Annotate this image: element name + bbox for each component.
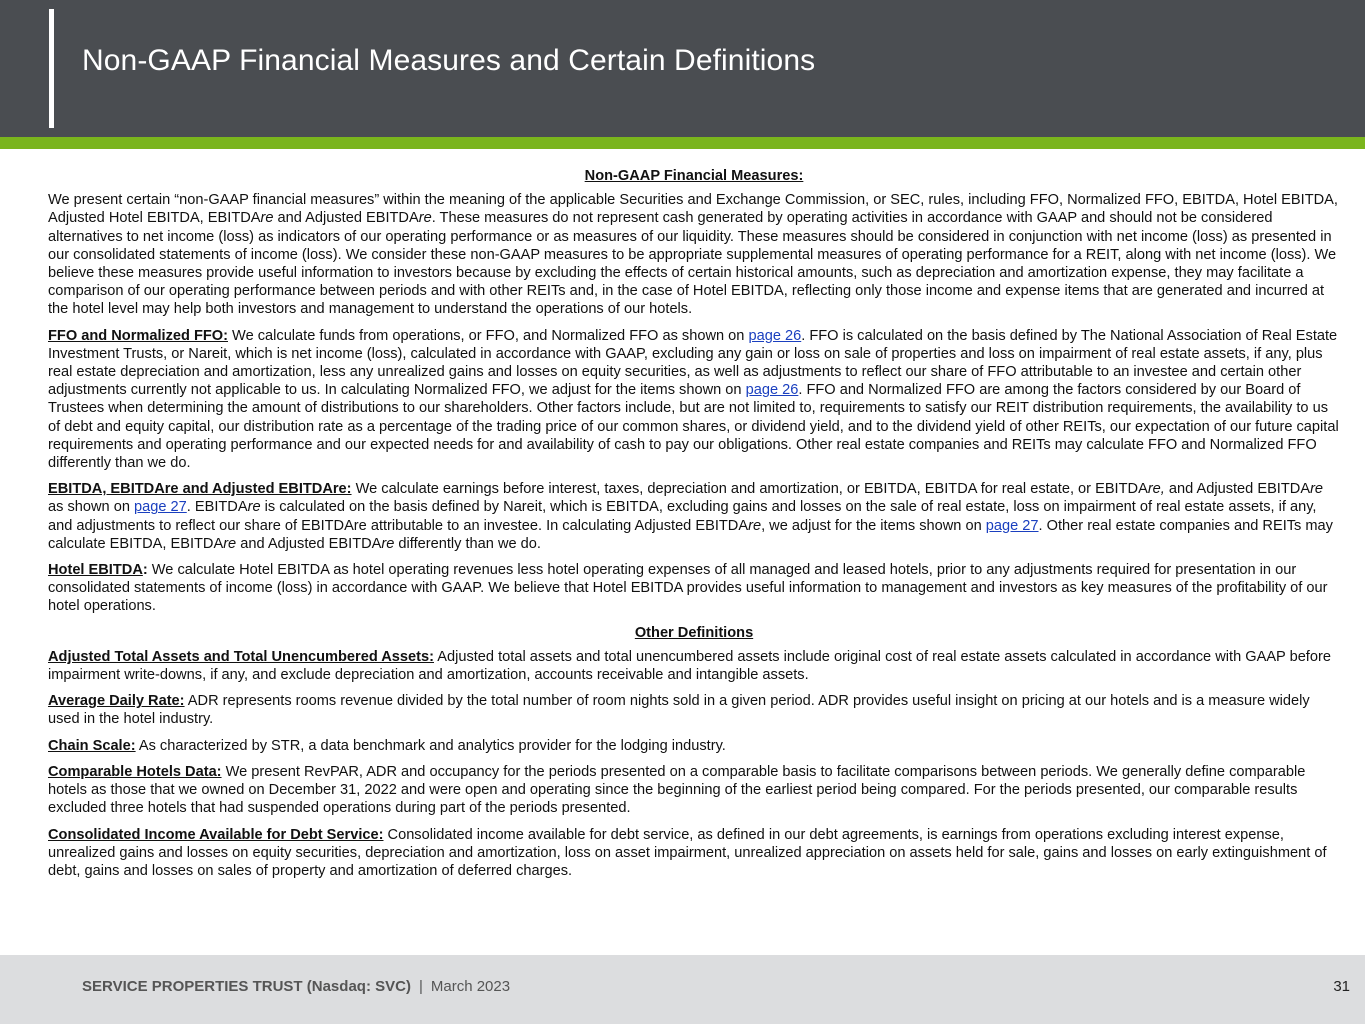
paragraph-chain-scale <box>48 737 1340 755</box>
text: We calculate funds from operations, or FFO, and Normalized FFO as shown on <box>228 327 749 344</box>
term-adjusted-assets: Adjusted Total Assets and Total Unencumbered Assets: <box>48 648 434 665</box>
page-26-link[interactable]: page 26 <box>745 382 799 399</box>
paragraph-adr <box>48 692 1340 728</box>
text: . FFO is calculated on the basis defined by The National Association of Real Estate Investment Trusts, or Nareit, which is net income (loss), calculated in accordance with GAAP, excluding any gain or loss on sale of properties and loss on impairment of real estate assets, if any, plus real estate depreciation and amortization, less any unrealized gains and losses on equity securities, as well as adjustments to reflect our share of FFO attributable to an investee and certain other adjustments currently not applicable to us. In calculating Normalized FFO, we adjust for the items shown on <box>48 327 1338 399</box>
main-content <box>48 167 1340 888</box>
italic-text: re <box>748 517 762 534</box>
italic-text: re <box>247 499 261 516</box>
paragraph-adjusted-assets <box>48 648 1340 684</box>
page-number: 31 <box>1333 978 1350 995</box>
text: differently than we do. <box>394 535 541 552</box>
paragraph-hotel-ebitda <box>48 561 1340 616</box>
header-banner <box>0 0 1365 137</box>
text: Consolidated income available for debt service, as defined in our debt agreements, is earnings from operations excluding interest expense, unrealized gains and losses on equity securities, depreciation and amortization, loss on asset impairment, unrealized appreciation on assets held for sale, gains and losses on early extinguishment of debt, gains and losses on sales of property and amortization of deferred charges. <box>48 826 1327 879</box>
text: . Other real estate companies and REITs may calculate EBITDA, EBITDA <box>48 517 1333 552</box>
paragraph-consolidated <box>48 826 1340 881</box>
paragraph-comparable <box>48 763 1340 818</box>
term-chain-scale: Chain Scale: <box>48 737 136 754</box>
header-accent-bar <box>49 9 54 128</box>
paragraph-intro <box>48 191 1340 318</box>
text: We calculate earnings before interest, taxes, depreciation and amortization, or EBITDA, EBITDA for real estate, or EBITDA <box>351 481 1148 498</box>
italic-text: re <box>260 210 274 227</box>
text: Adjusted total assets and total unencumbered assets include original cost of real estate assets calculated in accordance with GAAP before impairment write-downs, if any, and exclude depreciation and amortization, accounts receivable and intangible assets. <box>48 648 1331 684</box>
page-27-link[interactable]: page 27 <box>134 499 187 516</box>
italic-text: re <box>1310 481 1324 498</box>
italic-text: re <box>381 535 395 552</box>
section-heading-non-gaap: Non-GAAP Financial Measures: <box>584 168 804 184</box>
text: We present certain “non-GAAP financial measures” within the meaning of the applicable Securities and Exchange Commission, or SEC, rules, including FFO, Normalized FFO, EBITDA, Hotel EBITDA, Adjusted Hotel EBITDA, EBITDA <box>48 192 1338 227</box>
footer-date: March 2023 <box>430 978 511 995</box>
italic-text: re, <box>1147 481 1165 498</box>
term-ebitda: EBITDA, EBITDAre and Adjusted EBITDAre: <box>48 481 352 498</box>
term-adr: Average Daily Rate: <box>48 693 185 710</box>
text: As characterized by STR, a data benchmark and analytics provider for the lodging industry. <box>135 737 726 754</box>
text: is calculated on the basis defined by Nareit, which is EBITDA, excluding gains and losses on the sale of real estate, loss on impairment of real estate assets, if any, and adjustments to reflect our share of EBITDAre attributable to an investee. In calculating Adjusted EBITDA <box>48 499 1317 534</box>
italic-text: re <box>418 210 432 227</box>
section-heading-other-definitions: Other Definitions <box>634 624 754 641</box>
term-colon: : <box>142 562 148 579</box>
text: and Adjusted EBITDA <box>1164 481 1311 498</box>
text: We present RevPAR, ADR and occupancy for the periods presented on a comparable basis to facilitate comparisons between periods. We generally define comparable hotels as those that we owned on December 31, 2022 and were open and operating since the beginning of the earliest period being compared. For the periods presented, our comparable results excluded three hotels that had suspended operations during part of the periods presented. <box>48 763 1306 817</box>
page-title: Non-GAAP Financial Measures and Certain Definitions <box>82 44 816 77</box>
text: , we adjust for the items shown on <box>761 517 986 534</box>
text: We calculate Hotel EBITDA as hotel operating revenues less hotel operating expenses of all managed and leased hotels, prior to any adjustments required for presentation in our consolidated statements of income (loss) in accordance with GAAP. We believe that Hotel EBITDA provides useful information to management and investors as key measures of the profitability of our hotel operations. <box>48 562 1328 615</box>
term-hotel-ebitda: Hotel EBITDA <box>48 562 143 579</box>
text: as shown on <box>48 499 134 516</box>
text: ADR represents rooms revenue divided by the total number of room nights sold in a given period. ADR provides useful insight on pricing at our hotels and is a measure widely used in the hotel industry. <box>48 693 1310 728</box>
text: . FFO and Normalized FFO are among the factors considered by our Board of Trustees when determining the amount of distributions to our shareholders. Other factors include, but are not limited to, requirements to satisfy our REIT distribution requirements, the availability to us of debt and equity capital, our distribution rate as a percentage of the trading price of our common shares, or dividend yield, and to the dividend yield of other REITs, our expectation of our future capital requirements and operating performance and our expected needs for and availability of cash to pay our obligations. Other real estate companies and REITs may calculate FFO and Normalized FFO differently than we do. <box>48 382 1339 472</box>
paragraph-ebitda <box>48 480 1340 553</box>
paragraph-ffo <box>48 327 1340 473</box>
term-consolidated: Consolidated Income Available for Debt Service: <box>48 826 384 843</box>
text: and Adjusted EBITDA <box>236 535 382 552</box>
footer-company: SERVICE PROPERTIES TRUST (Nasdaq: SVC) <box>82 978 411 995</box>
footer-info <box>82 978 510 995</box>
term-ffo: FFO and Normalized FFO: <box>48 327 228 344</box>
header-green-strip <box>0 137 1365 149</box>
footer-separator: | <box>418 978 423 995</box>
text: . These measures do not represent cash generated by operating activities in accordance with GAAP and should not be considered alternatives to net income (loss) as indicators of our operating performance or as measures of our liquidity. These measures should be considered in conjunction with net income (loss) as presented in our consolidated statements of income (loss). We consider these non-GAAP measures to be appropriate supplemental measures of operating performance for a REIT, along with net income (loss). We believe these measures provide useful information to investors because by excluding the effects of certain historical amounts, such as depreciation and amortization expense, they may facilitate a comparison of our operating performance between periods and with other REITs and, in the case of Hotel EBITDA, reflecting only those income and expense items that are generated and incurred at the hotel level may help both investors and management to understand the operations of our hotels. <box>48 210 1337 318</box>
italic-text: re <box>223 535 237 552</box>
footer <box>0 955 1365 1024</box>
page-27-link[interactable]: page 27 <box>985 517 1039 534</box>
text: and Adjusted EBITDA <box>273 210 419 227</box>
page-26-link[interactable]: page 26 <box>748 327 802 344</box>
term-comparable: Comparable Hotels Data: <box>48 763 222 780</box>
text: . EBITDA <box>186 499 248 516</box>
